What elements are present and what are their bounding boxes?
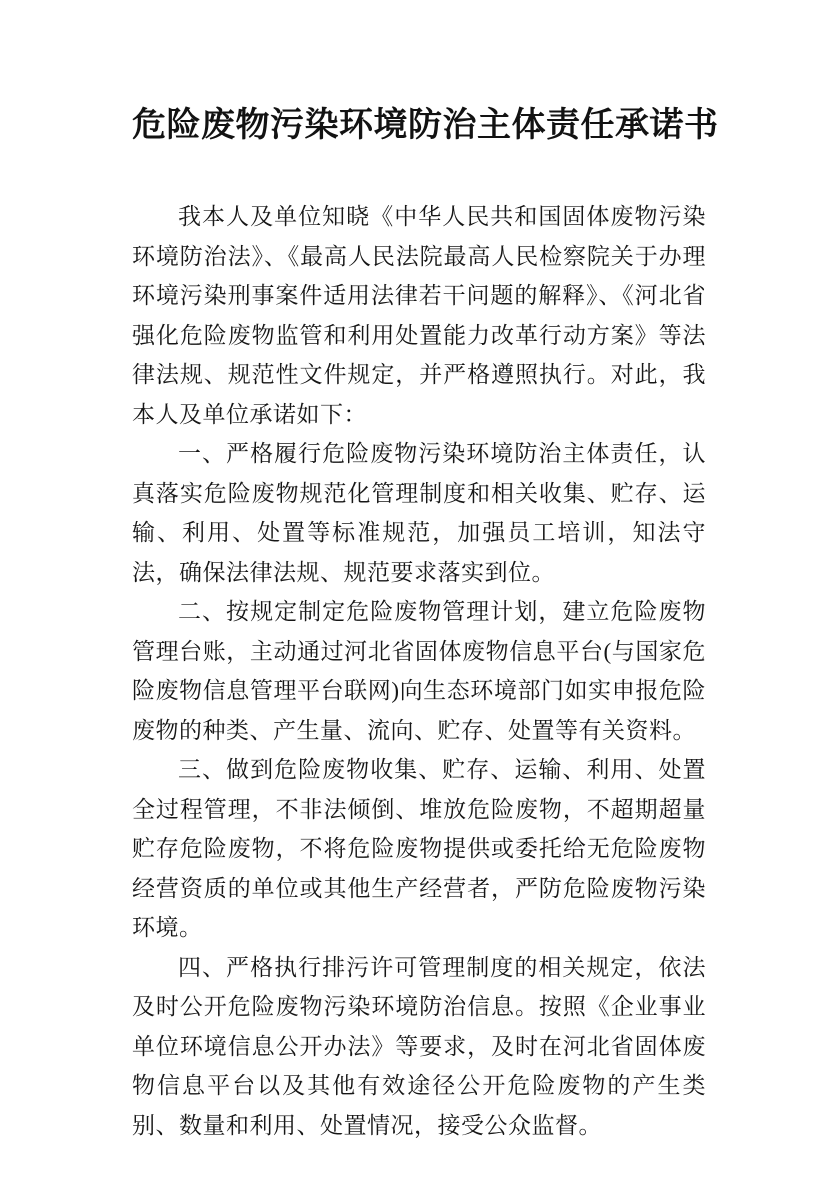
document-title: 危险废物污染环境防治主体责任承诺书 xyxy=(132,106,719,144)
paragraph-item-2: 二、按规定制定危险废物管理计划，建立危险废物管理台账，主动通过河北省固体废物信息平台(与国家危险废物信息管理平台联网)向生态环境部门如实申报危险废物的种类、产生量、流向、贮存、处置等有关资料。 xyxy=(132,599,706,743)
paragraph-intro: 我本人及单位知晓《中华人民共和国固体废物污染环境防治法》、《最高人民法院最高人民检察院关于办理环境污染刑事案件适用法律若干问题的解释》、《河北省强化危险废物监管和利用处置能力改革行动方案》等法律法规、规范性文件规定，并严格遵照执行。对此，我本人及单位承诺如下： xyxy=(132,204,706,427)
paragraph-item-4: 四、严格执行排污许可管理制度的相关规定，依法及时公开危险废物污染环境防治信息。按照《企业事业单位环境信息公开办法》等要求，及时在河北省固体废物信息平台以及其他有效途径公开危险废物的产生类别、数量和利用、处置情况，接受公众监督。 xyxy=(132,954,706,1138)
paragraph-item-3: 三、做到危险废物收集、贮存、运输、利用、处置全过程管理，不非法倾倒、堆放危险废物，不超期超量贮存危险废物，不将危险废物提供或委托给无危险废物经营资质的单位或其他生产经营者，严防危险废物污染环境。 xyxy=(132,757,706,940)
document-body xyxy=(132,197,706,1145)
paragraph-item-1: 一、严格履行危险废物污染环境防治主体责任，认真落实危险废物规范化管理制度和相关收集、贮存、运输、利用、处置等标准规范，加强员工培训，知法守法，确保法律法规、规范要求落实到位。 xyxy=(132,441,706,585)
